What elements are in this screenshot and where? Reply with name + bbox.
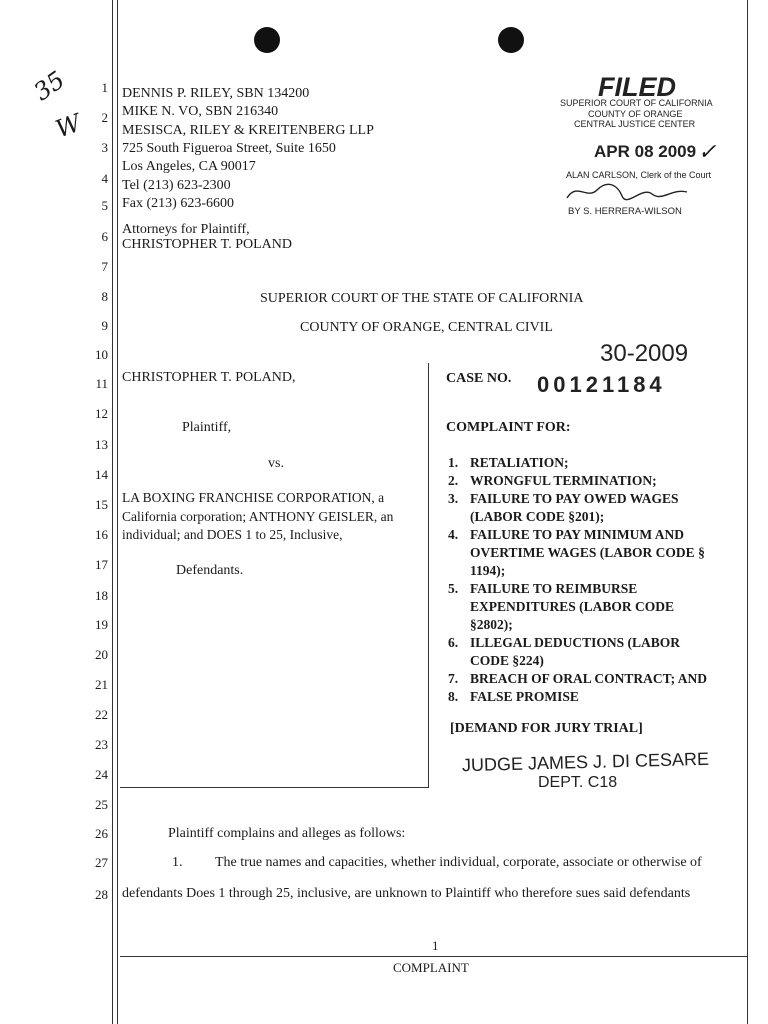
body-intro: Plaintiff complains and alleges as follows: [168,826,406,841]
cause-text: OVERTIME WAGES (LABOR CODE § [470,545,705,560]
cause-of-action [448,563,505,579]
line-number: 18 [95,588,108,603]
counsel-line: 725 South Figueroa Street, Suite 1650 [122,140,336,156]
filed-stamp-center: CENTRAL JUSTICE CENTER [574,119,696,129]
line-number: 5 [101,198,108,213]
cause-of-action [448,545,705,561]
line-number: 7 [101,259,108,274]
cause-number: 6. [448,635,459,650]
caption-bottom-rule [120,787,428,788]
line-number: 9 [101,318,108,333]
cause-of-action [448,617,513,633]
footer-rule [120,956,748,957]
filed-stamp-clerk: ALAN CARLSON, Clerk of the Court [566,170,712,180]
complaint-heading: COMPLAINT FOR: [446,420,571,435]
line-number: 2 [101,110,108,125]
line-number: 16 [95,527,108,542]
judge-dept: DEPT. C18 [538,774,618,791]
cause-text: BREACH OF ORAL CONTRACT; AND [470,671,708,686]
left-margin-rule-outer [112,0,113,1024]
defendants-line: individual; and DOES 1 to 25, Inclusive, [122,527,343,542]
cause-of-action [448,599,674,615]
cause-number: 4. [448,527,459,542]
counsel-line: DENNIS P. RILEY, SBN 134200 [122,86,310,101]
judge-name: JUDGE JAMES J. DI CESARE [461,748,710,776]
cause-text: FAILURE TO REIMBURSE [470,581,638,596]
clerk-signature-stroke [567,184,687,199]
line-number: 3 [101,140,108,155]
cause-of-action [448,455,569,471]
cause-text: WRONGFUL TERMINATION; [470,473,657,488]
cause-number: 5. [448,581,459,596]
cause-text: FAILURE TO PAY OWED WAGES [470,491,679,506]
caption-vertical-divider [428,363,429,788]
court-county: COUNTY OF ORANGE, CENTRAL CIVIL [300,320,553,335]
cause-text: FALSE PROMISE [470,689,579,704]
handwritten-note [29,66,70,106]
client-name: CHRISTOPHER T. POLAND [122,237,292,252]
cause-of-action [448,653,544,669]
plaintiff-name: CHRISTOPHER T. POLAND, [122,370,296,385]
cause-text: (LABOR CODE §201); [470,509,605,524]
cause-number: 7. [448,671,459,686]
cause-text: §2802); [470,617,513,632]
cause-number: 3. [448,491,459,506]
cause-number: 8. [448,689,459,704]
filed-stamp-date: APR 08 2009 [594,142,697,161]
line-number: 19 [95,617,108,632]
cause-text: EXPENDITURES (LABOR CODE [470,599,675,614]
line-number: 13 [95,437,108,452]
cause-text: RETALIATION; [470,455,569,470]
cause-of-action [448,635,680,651]
left-margin-rule-inner [117,0,118,1024]
line-number: 8 [101,289,108,304]
filed-stamp-court: SUPERIOR COURT OF CALIFORNIA [560,98,713,108]
line-number: 1 [101,80,108,95]
cause-of-action [448,473,657,489]
counsel-line: Fax (213) 623-6600 [122,195,234,211]
line-number: 20 [95,647,108,662]
cause-of-action [448,689,579,705]
line-number: 15 [95,497,108,512]
paragraph-1-number: 1. [172,855,183,870]
line-number: 21 [95,677,108,692]
paragraph-1-line-2: defendants Does 1 through 25, inclusive, are unknown to Plaintiff who therefore sues said defendants [122,886,691,901]
filed-stamp-initials: ✓ [698,140,717,165]
counsel-line: MIKE N. VO, SBN 216340 [122,104,279,120]
defendants-line: LA BOXING FRANCHISE CORPORATION, a [122,490,385,505]
defendants-label: Defendants. [176,563,244,578]
line-number: 28 [95,887,108,902]
right-margin-rule [747,0,748,1024]
page-number: 1 [432,938,439,953]
cause-of-action [448,671,707,687]
line-number: 12 [95,406,108,421]
cause-of-action [448,491,679,507]
case-year-stamp: 30-2009 [600,340,689,367]
hole-punch-right [498,27,524,53]
line-number: 22 [95,707,108,722]
case-number-label: CASE NO. [446,371,512,386]
jury-demand: [DEMAND FOR JURY TRIAL] [450,721,643,736]
case-number: 00121184 [537,372,666,397]
line-number: 24 [95,767,108,782]
cause-of-action [448,527,684,543]
counsel-line: Los Angeles, CA 90017 [122,159,256,175]
footer-title: COMPLAINT [393,960,469,975]
hole-punch-left [254,27,280,53]
versus: vs. [268,456,284,471]
line-number: 11 [95,376,108,391]
handwritten-note-number: 35 [28,65,70,107]
handwritten-initials: W [51,108,85,144]
line-number: 27 [95,855,108,870]
clerk-signature [562,180,692,206]
defendants-line: California corporation; ANTHONY GEISLER, an [122,508,394,524]
line-number: 14 [95,467,108,482]
line-number: 26 [95,826,108,841]
cause-of-action [448,509,604,525]
cause-text: FAILURE TO PAY MINIMUM AND [470,527,685,542]
plaintiff-label: Plaintiff, [182,420,232,435]
counsel-line: Tel (213) 623-2300 [122,177,231,193]
cause-number: 2. [448,473,459,488]
cause-number: 1. [448,455,459,470]
line-number: 23 [95,737,108,752]
line-number: 17 [95,557,108,572]
cause-text: 1194); [470,563,506,578]
filed-stamp-county: COUNTY OF ORANGE [588,109,683,119]
court-name: SUPERIOR COURT OF THE STATE OF CALIFORNIA [260,291,584,306]
filed-stamp-title: FILED [598,72,676,102]
counsel-line: MESISCA, RILEY & KREITENBERG LLP [122,122,374,138]
line-number: 25 [95,797,108,812]
line-number: 6 [101,229,108,244]
cause-text: CODE §224) [470,653,544,668]
cause-of-action [448,581,637,597]
attorneys-for-label: Attorneys for Plaintiff, [122,222,250,237]
line-number: 10 [95,347,108,362]
line-number: 4 [101,171,108,186]
filed-stamp-by: BY S. HERRERA-WILSON [568,206,682,217]
cause-text: ILLEGAL DEDUCTIONS (LABOR [470,635,681,650]
paragraph-1-line-1: The true names and capacities, whether individual, corporate, associate or otherwise of [215,855,702,870]
